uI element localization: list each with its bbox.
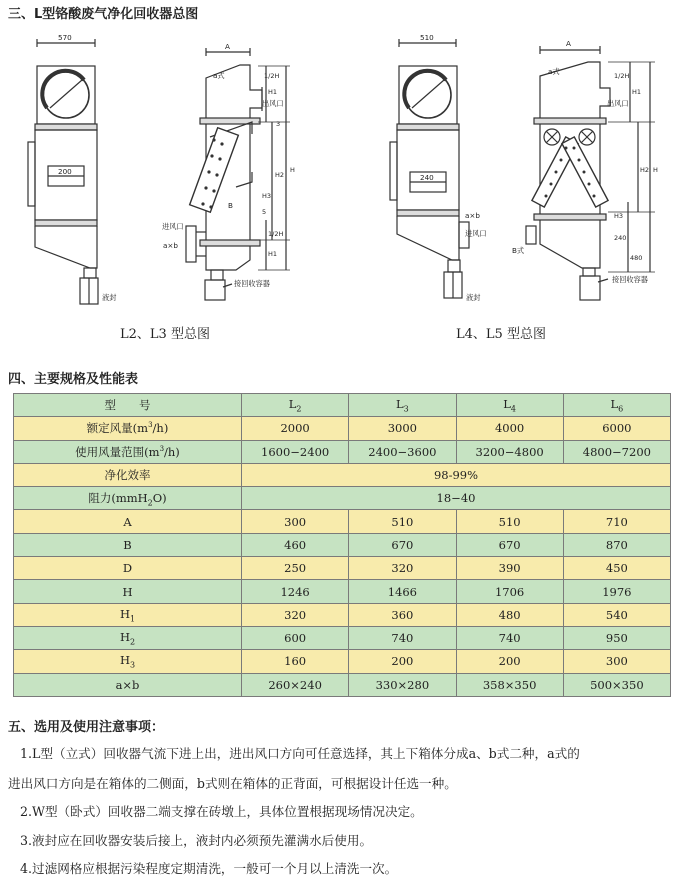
table-cell: 330×280 [349, 673, 456, 696]
inlet-left: 进风口 [162, 222, 184, 231]
table-cell: 3000 [349, 417, 456, 440]
b-style: B式 [512, 246, 525, 255]
rated-flow-label: 额定风量$(m^3/h)$ [14, 417, 242, 440]
dim-510: 510 [420, 33, 434, 42]
liquid-seal-right: 液封 [466, 293, 481, 302]
row-label: $H_2$ [14, 626, 242, 649]
dim-480-right: 480 [630, 254, 643, 262]
table-cell: 1706 [456, 580, 563, 603]
half-h3-left: 1/2H [268, 230, 284, 238]
table-cell: 500×350 [563, 673, 670, 696]
h-left: H [290, 166, 295, 174]
table-row [14, 557, 671, 580]
table-row [14, 440, 671, 463]
resistance-label: 阻力(mmH$_2$O) [14, 487, 242, 510]
table-cell: 160 [242, 650, 349, 673]
dim-200: 200 [58, 167, 72, 176]
table-cell: 670 [349, 533, 456, 556]
table-row [14, 580, 671, 603]
table-cell: 510 [349, 510, 456, 533]
section4-title: 四、主要规格及性能表 [8, 372, 139, 387]
resistance-value: 18−40 [242, 487, 671, 510]
row-label: $H_1$ [14, 603, 242, 626]
h2-left: H2 [275, 171, 285, 179]
flow-range-label: 使用风量范围$(m^3/h)$ [14, 440, 242, 463]
table-cell: 1466 [349, 580, 456, 603]
table-cell: 358×350 [456, 673, 563, 696]
note-3: 3.液封应在回收器安装后接上，液封内必须预先灌满水后使用。 [20, 833, 373, 848]
h1b-left: H1 [268, 250, 278, 258]
model-l6: $L_6$ [563, 394, 670, 417]
three-left: 3 [276, 120, 281, 128]
axb-right: a×b [465, 211, 480, 220]
dim-240-right: 240 [614, 234, 627, 242]
table-row [14, 626, 671, 649]
dim-a-left: A [225, 42, 230, 51]
table-cell: 1246 [242, 580, 349, 603]
inlet-right: 进风口 [465, 229, 487, 238]
table-cell: 2400−3600 [349, 440, 456, 463]
table-cell: 360 [349, 603, 456, 626]
h2-right: H2 [640, 166, 650, 174]
table-cell: 320 [242, 603, 349, 626]
front-view-right [390, 39, 469, 298]
a-style-left: a式 [213, 71, 225, 80]
h3-right: H3 [614, 212, 624, 220]
table-cell: 250 [242, 557, 349, 580]
table-cell: 950 [563, 626, 670, 649]
table-cell: 300 [563, 650, 670, 673]
table-cell: 6000 [563, 417, 670, 440]
table-cell: 4000 [456, 417, 563, 440]
dim-570: 570 [58, 33, 72, 42]
caption-right: L4、L5 型总图 [456, 327, 546, 342]
row-label: H [14, 580, 242, 603]
row-label: D [14, 557, 242, 580]
table-cell: 670 [456, 533, 563, 556]
collector-right: 接回收容器 [612, 275, 648, 284]
table-cell: 390 [456, 557, 563, 580]
model-l2: $L_2$ [242, 394, 349, 417]
table-cell: 450 [563, 557, 670, 580]
table-cell: 260×240 [242, 673, 349, 696]
model-l4: $L_4$ [456, 394, 563, 417]
table-cell: 870 [563, 533, 670, 556]
note-1: 1.L型（立式）回收器气流下进上出，进出风口方向可任意选择，其上下箱体分成a、b式二种，a式的 [20, 746, 580, 761]
assembly-drawings [0, 22, 680, 342]
table-row [14, 487, 671, 510]
half-h1-left: 1/2H [264, 72, 280, 80]
five-left: 5 [262, 208, 267, 216]
section3-title: 三、L型铬酸废气净化回收器总图 [8, 7, 199, 22]
table-row [14, 603, 671, 626]
h1-right: H1 [632, 88, 642, 96]
table-cell: 300 [242, 510, 349, 533]
table-cell: 1600−2400 [242, 440, 349, 463]
axb-left: a×b [163, 241, 178, 250]
table-cell: 460 [242, 533, 349, 556]
table-row [14, 650, 671, 673]
table-row [14, 673, 671, 696]
a-style-right: a式 [548, 67, 560, 76]
row-label: a×b [14, 673, 242, 696]
outlet-right: 出风口 [607, 99, 629, 108]
efficiency-label: 净化效率 [14, 463, 242, 486]
table-row [14, 394, 671, 417]
table-row [14, 510, 671, 533]
table-cell: 4800−7200 [563, 440, 670, 463]
table-cell: 3200−4800 [456, 440, 563, 463]
table-cell: 600 [242, 626, 349, 649]
row-label: $H_3$ [14, 650, 242, 673]
collector-left: 接回收容器 [234, 279, 270, 288]
table-cell: 200 [349, 650, 456, 673]
table-cell: 740 [349, 626, 456, 649]
spec-table [13, 393, 671, 697]
table-row [14, 417, 671, 440]
model-header: 型 号 [14, 394, 242, 417]
model-l3: $L_3$ [349, 394, 456, 417]
table-row [14, 463, 671, 486]
note-2: 2.W型（卧式）回收器二端支撑在砖墩上，具体位置根据现场情况决定。 [20, 804, 423, 819]
table-cell: 480 [456, 603, 563, 626]
h3-left: H3 [262, 192, 272, 200]
note-1-cont: 进出风口方向是在箱体的二侧面，b式则在箱体的正背面，可根据设计任选一种。 [8, 776, 457, 791]
table-cell: 740 [456, 626, 563, 649]
b-left: B [228, 201, 233, 210]
section5-title: 五、选用及使用注意事项： [8, 720, 165, 735]
dim-a-right: A [566, 39, 571, 48]
table-cell: 710 [563, 510, 670, 533]
outlet-left: 出风口 [262, 99, 284, 108]
table-row [14, 533, 671, 556]
table-cell: 510 [456, 510, 563, 533]
h1-left: H1 [268, 88, 278, 96]
table-cell: 540 [563, 603, 670, 626]
table-cell: 1976 [563, 580, 670, 603]
dim-240: 240 [420, 173, 434, 182]
table-cell: 320 [349, 557, 456, 580]
note-4: 4.过滤网格应根据污染程度定期清洗，一般可一个月以上清洗一次。 [20, 861, 398, 876]
caption-left: L2、L3 型总图 [120, 327, 210, 342]
table-cell: 2000 [242, 417, 349, 440]
h-right: H [653, 166, 658, 174]
liquid-seal-left: 液封 [102, 293, 117, 302]
table-cell: 200 [456, 650, 563, 673]
efficiency-value: 98-99% [242, 463, 671, 486]
row-label: A [14, 510, 242, 533]
half-h1-right: 1/2H [614, 72, 630, 80]
row-label: B [14, 533, 242, 556]
